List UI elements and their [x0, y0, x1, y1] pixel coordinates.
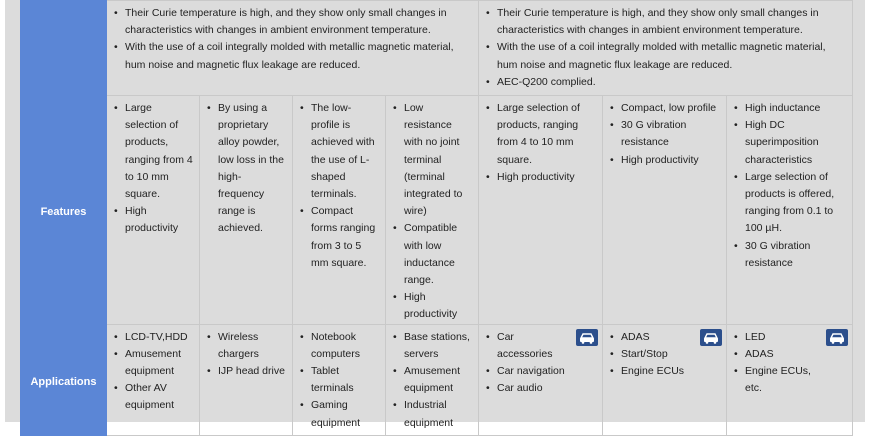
features-cell	[479, 96, 603, 325]
list-item: • High DC superimposition characteristics	[745, 117, 846, 169]
table-row-features	[21, 96, 853, 325]
list-item: • High inductance	[745, 100, 846, 117]
list-item: • Wireless chargers	[218, 329, 286, 363]
list-item: • Engine ECUs	[621, 363, 692, 380]
list-item: • Their Curie temperature is high, and they show only small changes in characteristics with changes in ambient environment temperature.	[497, 5, 846, 39]
features-list	[206, 100, 286, 238]
list-item: • High productivity	[125, 203, 193, 237]
list-item: • LED	[745, 329, 818, 346]
list-item: • Industrial equipment	[404, 397, 472, 431]
applications-cell-automotive	[603, 324, 727, 435]
row-header-features: Features	[21, 96, 107, 325]
characteristics-cell-left	[107, 1, 479, 96]
list-item: • By using a proprietary alloy powder, low loss in the high-frequency range is achieved.	[218, 100, 286, 238]
table-row-characteristics	[21, 1, 853, 96]
list-item: • IJP head drive	[218, 363, 286, 380]
list-item: • High productivity	[621, 152, 720, 169]
list-item: • With the use of a coil integrally molded with metallic magnetic material, hum noise and magnetic flux leakage are reduced.	[125, 39, 472, 73]
list-item: • Their Curie temperature is high, and they show only small changes in characteristics with changes in ambient environment temperature.	[125, 5, 472, 39]
list-item: • Low resistance with no joint terminal (terminal integrated to wire)	[404, 100, 472, 220]
list-item: • Large selection of products, ranging from 4 to 10 mm square.	[497, 100, 596, 169]
list-item: • Car audio	[497, 380, 568, 397]
list-item: • Notebook computers	[311, 329, 379, 363]
list-item: • Compatible with low inductance range.	[404, 220, 472, 289]
list-item: • LCD-TV,HDD	[125, 329, 193, 346]
list-item: • 30 G vibration resistance	[745, 238, 846, 272]
list-item: • Large selection of products, ranging from 4 to 10 mm square.	[125, 100, 193, 203]
applications-cell	[107, 324, 200, 435]
applications-cell-automotive	[479, 324, 603, 435]
applications-list	[392, 329, 472, 432]
applications-cell	[293, 324, 386, 435]
list-item: • Gaming equipment	[311, 397, 379, 431]
list-item: • AEC-Q200 complied.	[497, 74, 846, 91]
automotive-car-icon	[826, 329, 848, 346]
applications-list	[113, 329, 193, 415]
automotive-car-icon	[700, 329, 722, 346]
list-item: • 30 G vibration resistance	[621, 117, 720, 151]
list-item: • Car accessories	[497, 329, 568, 363]
automotive-car-icon	[576, 329, 598, 346]
applications-cell	[200, 324, 293, 435]
list-item: • With the use of a coil integrally molded with metallic magnetic material, hum noise and magnetic flux leakage are reduced.	[497, 39, 846, 73]
list-item: • Large selection of products is offered, ranging from 0.1 to 100 µH.	[745, 169, 846, 238]
list-item: • The low-profile is achieved with the use of L-shaped terminals.	[311, 100, 379, 203]
applications-cell	[386, 324, 479, 435]
list-item: • Compact forms ranging from 3 to 5 mm square.	[311, 203, 379, 272]
characteristics-cell-right	[479, 1, 853, 96]
row-header-applications: Applications	[21, 324, 107, 435]
list-item: • ADAS	[745, 346, 818, 363]
list-item: • Amusement equipment	[404, 363, 472, 397]
applications-cell-automotive	[727, 324, 853, 435]
features-cell	[727, 96, 853, 325]
features-cell	[293, 96, 386, 325]
product-comparison-table	[20, 0, 853, 436]
features-list	[113, 100, 193, 238]
list-item: • Compact, low profile	[621, 100, 720, 117]
features-list	[733, 100, 846, 272]
features-list	[299, 100, 379, 272]
list-item: • Car navigation	[497, 363, 568, 380]
list-item: • Start/Stop	[621, 346, 692, 363]
features-list	[609, 100, 720, 169]
features-cell	[603, 96, 727, 325]
row-header-empty	[21, 1, 107, 96]
characteristics-list	[113, 5, 472, 74]
applications-list	[299, 329, 379, 432]
features-list	[485, 100, 596, 186]
features-list	[392, 100, 472, 324]
applications-list	[206, 329, 286, 381]
table-row-applications	[21, 324, 853, 435]
list-item: • Engine ECUs, etc.	[745, 363, 818, 397]
characteristics-list	[485, 5, 846, 91]
list-item: • High productivity	[497, 169, 596, 186]
list-item: • Amusement equipment	[125, 346, 193, 380]
list-item: • Tablet terminals	[311, 363, 379, 397]
features-cell	[107, 96, 200, 325]
features-cell	[200, 96, 293, 325]
list-item: • High productivity	[404, 289, 472, 323]
list-item: • Base stations, servers	[404, 329, 472, 363]
features-cell	[386, 96, 479, 325]
list-item: • Other AV equipment	[125, 380, 193, 414]
list-item: • ADAS	[621, 329, 692, 346]
